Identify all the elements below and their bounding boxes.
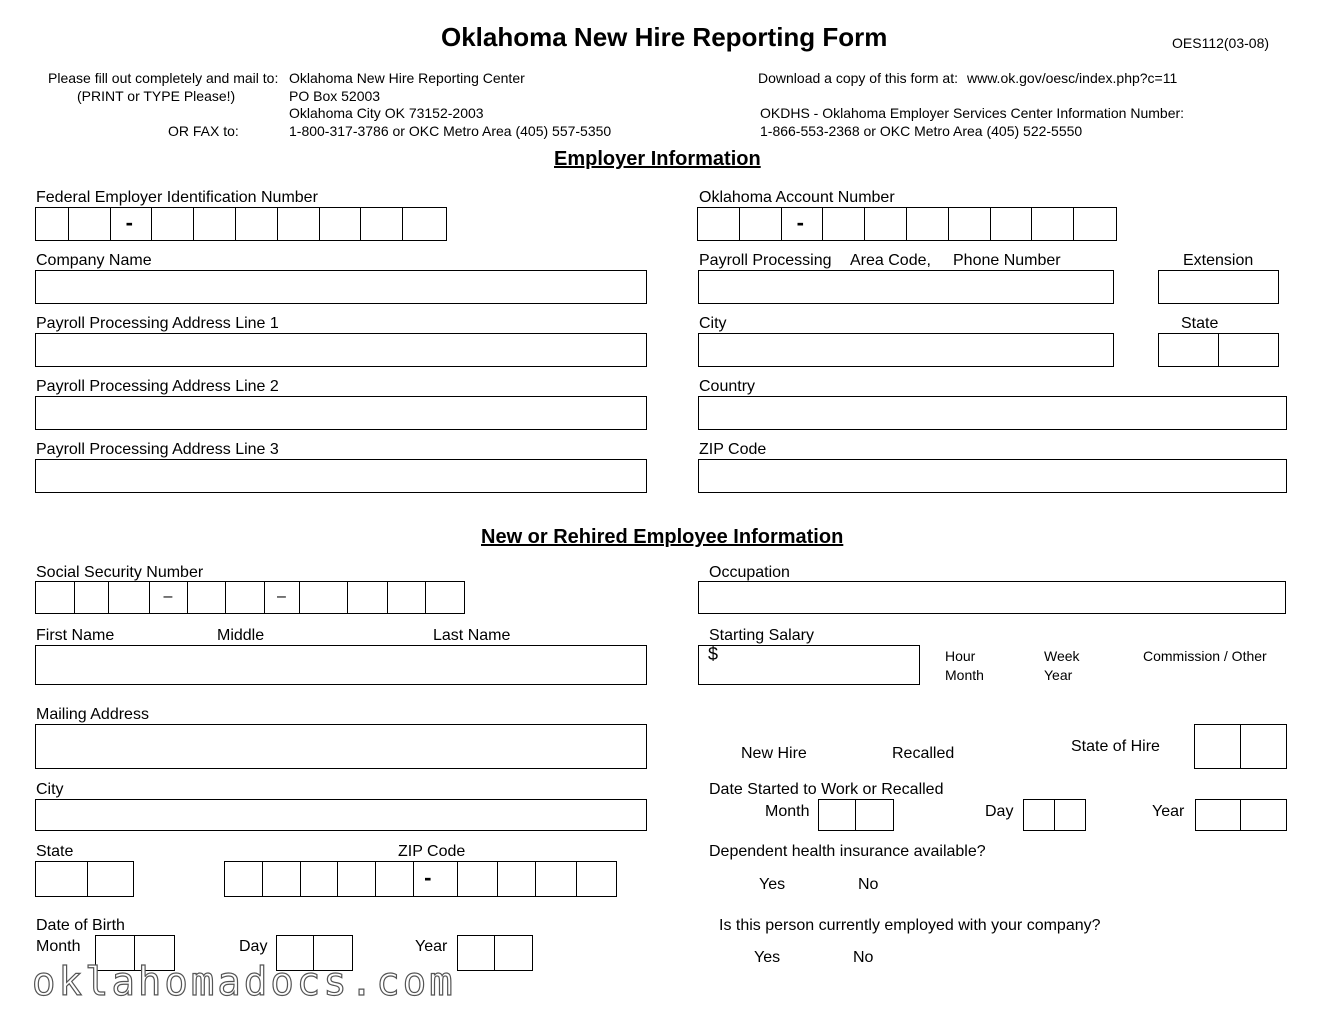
payroll-phone-input[interactable] [698, 270, 1114, 304]
zip-dash: - [424, 865, 432, 890]
middle-name-label: Middle [217, 627, 265, 644]
extension-label: Extension [1183, 252, 1254, 269]
occupation-input[interactable] [698, 581, 1286, 614]
fax-numbers: 1-800-317-3786 or OKC Metro Area (405) 557-5350 [289, 123, 612, 139]
mail-instruction: Please fill out completely and mail to: [48, 70, 279, 86]
download-url[interactable]: www.ok.gov/oesc/index.php?c=11 [967, 70, 1178, 86]
address-line3-label: Payroll Processing Address Line 3 [36, 441, 279, 458]
address-line1-input[interactable] [35, 333, 647, 367]
company-name-input[interactable] [35, 270, 647, 304]
ok-account-input[interactable] [697, 207, 1117, 241]
recalled-option[interactable]: Recalled [892, 745, 955, 762]
date-started-month-input[interactable] [818, 799, 894, 831]
fein-input[interactable] [35, 207, 447, 241]
address-line2-input[interactable] [35, 396, 647, 430]
fax-label: OR FAX to: [168, 123, 239, 139]
insurance-question: Dependent health insurance available? [709, 843, 986, 860]
dob-label: Date of Birth [36, 917, 125, 934]
insurance-no-option[interactable]: No [858, 876, 879, 893]
area-code-label: Area Code, [850, 252, 931, 269]
watermark: oklahomadocs.com [32, 960, 456, 1005]
starting-salary-label: Starting Salary [709, 627, 814, 644]
date-started-month-label: Month [765, 803, 810, 820]
employee-state-input[interactable] [35, 861, 134, 897]
address-line1-label: Payroll Processing Address Line 1 [36, 315, 279, 332]
employer-state-input[interactable] [1158, 333, 1279, 367]
state-of-hire-input[interactable] [1194, 724, 1287, 769]
date-started-day-label: Day [985, 803, 1014, 820]
first-name-label: First Name [36, 627, 115, 644]
pay-week-option[interactable]: Week [1044, 648, 1080, 664]
pay-hour-option[interactable]: Hour [945, 648, 976, 664]
country-input[interactable] [698, 396, 1287, 430]
last-name-label: Last Name [433, 627, 511, 644]
date-started-year-input[interactable] [1195, 799, 1287, 831]
ssn-input[interactable] [35, 581, 465, 614]
form-code: OES112(03-08) [1172, 35, 1270, 51]
employer-heading: Employer Information [554, 148, 761, 170]
fein-label: Federal Employer Identification Number [36, 189, 318, 206]
payroll-phone-label: Payroll Processing [699, 252, 832, 269]
address-line2-label: Payroll Processing Address Line 2 [36, 378, 279, 395]
date-started-label: Date Started to Work or Recalled [709, 781, 944, 798]
pay-commission-option[interactable]: Commission / Other [1143, 648, 1267, 664]
address-line-2: PO Box 52003 [289, 88, 381, 104]
employer-city-input[interactable] [698, 333, 1114, 367]
ssn-label: Social Security Number [36, 564, 204, 581]
ok-account-dash: - [796, 210, 804, 235]
dob-month-label: Month [36, 938, 81, 955]
new-hire-option[interactable]: New Hire [741, 745, 807, 762]
ssn-dash-1: – [163, 588, 173, 605]
country-label: Country [699, 378, 756, 395]
date-started-year-label: Year [1152, 803, 1185, 820]
download-label: Download a copy of this form at: [758, 70, 958, 86]
state-of-hire-label: State of Hire [1071, 738, 1160, 755]
mailing-address-input[interactable] [35, 724, 647, 769]
phone-number-label: Phone Number [953, 252, 1061, 269]
employer-zip-label: ZIP Code [699, 441, 767, 458]
currency-symbol: $ [708, 644, 719, 664]
name-input[interactable] [35, 645, 647, 685]
employer-city-label: City [699, 315, 727, 332]
insurance-yes-option[interactable]: Yes [759, 876, 786, 893]
date-started-day-input[interactable] [1023, 799, 1086, 831]
employee-city-label: City [36, 781, 64, 798]
okdhs-numbers: 1-866-553-2368 or OKC Metro Area (405) 522-5550 [760, 123, 1083, 139]
form-title: Oklahoma New Hire Reporting Form [441, 22, 888, 52]
print-note: (PRINT or TYPE Please!) [77, 88, 236, 104]
dob-day-label: Day [239, 938, 268, 955]
address-line-1: Oklahoma New Hire Reporting Center [289, 70, 525, 86]
ssn-dash-2: – [276, 588, 286, 605]
mailing-address-label: Mailing Address [36, 706, 149, 723]
pay-year-option[interactable]: Year [1044, 667, 1073, 683]
employer-zip-input[interactable] [698, 459, 1287, 493]
employed-yes-option[interactable]: Yes [754, 949, 781, 966]
pay-month-option[interactable]: Month [945, 667, 984, 683]
company-name-label: Company Name [36, 252, 152, 269]
okdhs-label: OKDHS - Oklahoma Employer Services Center Information Number: [760, 105, 1185, 121]
employee-zip-input[interactable] [224, 861, 617, 897]
employer-state-label: State [1181, 315, 1219, 332]
address-line-3: Oklahoma City OK 73152-2003 [289, 105, 484, 121]
fein-dash: - [125, 210, 133, 235]
extension-input[interactable] [1158, 270, 1279, 304]
starting-salary-input[interactable] [698, 645, 920, 685]
ok-account-label: Oklahoma Account Number [699, 189, 895, 206]
employee-zip-label: ZIP Code [398, 843, 466, 860]
occupation-label: Occupation [709, 564, 790, 581]
dob-year-input[interactable] [457, 935, 533, 971]
dob-year-label: Year [415, 938, 448, 955]
employed-no-option[interactable]: No [853, 949, 874, 966]
employee-heading: New or Rehired Employee Information [481, 526, 844, 548]
address-line3-input[interactable] [35, 459, 647, 493]
employed-question: Is this person currently employed with your company? [719, 917, 1101, 934]
employee-state-label: State [36, 843, 74, 860]
employee-city-input[interactable] [35, 799, 647, 831]
